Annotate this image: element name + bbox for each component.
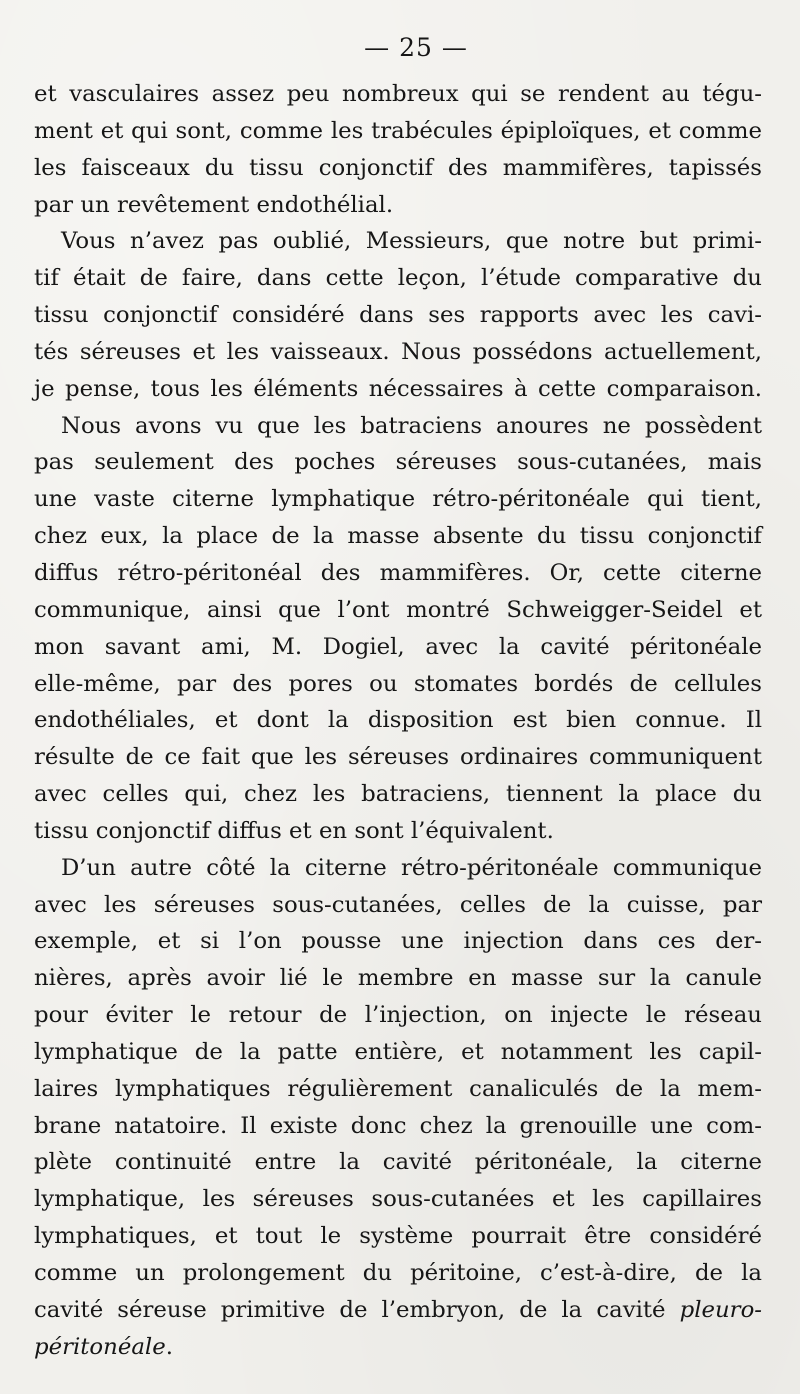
- final-period: .: [165, 1333, 173, 1360]
- text-line: avec celles qui, chez les batraciens, tiennent la place du: [34, 781, 762, 808]
- text-line: plète continuité entre la cavité péritonéale, la citerne: [34, 1149, 762, 1176]
- text-line: Nous avons vu que les batraciens anoures ne possèdent: [61, 412, 762, 439]
- paragraph-2: [34, 223, 762, 407]
- text-line: pour éviter le retour de l’injection, on injecte le réseau: [34, 1002, 762, 1029]
- text-line: tissu conjonctif considéré dans ses rapports avec les cavi-: [34, 302, 762, 329]
- paragraph-4: [34, 850, 762, 1366]
- body-text: [34, 76, 762, 1366]
- text-line: je pense, tous les éléments nécessaires à cette comparaison.: [34, 375, 762, 402]
- text-line: brane natatoire. Il existe donc chez la grenouille une com-: [34, 1112, 762, 1139]
- text-line-italic-tail: [34, 1292, 762, 1329]
- text-line: tés séreuses et les vaisseaux. Nous possédons actuellement,: [34, 338, 762, 365]
- paragraph-3: [34, 408, 762, 850]
- text-line: une vaste citerne lymphatique rétro-péritonéale qui tient,: [34, 486, 762, 513]
- text-line: lymphatique de la patte entière, et notamment les capil-: [34, 1038, 762, 1065]
- paragraph-1: [34, 76, 762, 223]
- text-line: par un revêtement endothélial.: [34, 191, 394, 218]
- text-line: avec les séreuses sous-cutanées, celles de la cuisse, par: [34, 891, 762, 918]
- text-line: chez eux, la place de la masse absente du tissu conjonctif: [34, 523, 762, 550]
- text-line: lymphatiques, et tout le système pourrait être considéré: [34, 1223, 762, 1250]
- text-line: laires lymphatiques régulièrement canaliculés de la mem-: [34, 1075, 762, 1102]
- text-line: tissu conjonctif diffus et en sont l’équivalent.: [34, 817, 554, 844]
- text-line: Vous n’avez pas oublié, Messieurs, que notre but primi-: [61, 228, 762, 255]
- text-line: ment et qui sont, comme les trabécules épiploïques, et comme: [34, 117, 762, 144]
- text-line: exemple, et si l’on pousse une injection dans ces der-: [34, 928, 762, 955]
- text-line: D’un autre côté la citerne rétro-péritonéale communique: [61, 854, 762, 881]
- text-line: elle-même, par des pores ou stomates bordés de cellules: [34, 670, 762, 697]
- text-line: endothéliales, et dont la disposition est bien connue. Il: [34, 707, 762, 734]
- text-line: mon savant ami, M. Dogiel, avec la cavité péritonéale: [34, 633, 762, 660]
- text-line: tif était de faire, dans cette leçon, l’étude comparative du: [34, 265, 762, 292]
- text-line: comme un prolongement du péritoine, c’est-à-dire, de la: [34, 1260, 762, 1286]
- text-line: diffus rétro-péritonéal des mammifères. Or, cette citerne: [34, 559, 762, 586]
- text-line: pas seulement des poches séreuses sous-cutanées, mais: [34, 449, 762, 476]
- italic-term-part-2: péritonéale: [34, 1333, 166, 1360]
- text-line: les faisceaux du tissu conjonctif des mammifères, tapissés: [34, 154, 762, 181]
- text-line: lymphatique, les séreuses sous-cutanées et les capillaires: [34, 1186, 762, 1213]
- page-number: — 25 —: [364, 33, 468, 62]
- text-line: communique, ainsi que l’ont montré Schweigger-Seidel et: [34, 596, 762, 623]
- italic-term-part-1: pleuro-: [679, 1296, 762, 1323]
- line-prefix: cavité séreuse primitive de l’embryon, de la cavité: [34, 1296, 680, 1323]
- text-line: résulte de ce fait que les séreuses ordinaires communiquent: [34, 744, 762, 771]
- text-line: et vasculaires assez peu nombreux qui se rendent au tégu-: [34, 81, 762, 107]
- text-line: nières, après avoir lié le membre en masse sur la canule: [34, 965, 762, 992]
- text-line-final: [34, 1329, 762, 1366]
